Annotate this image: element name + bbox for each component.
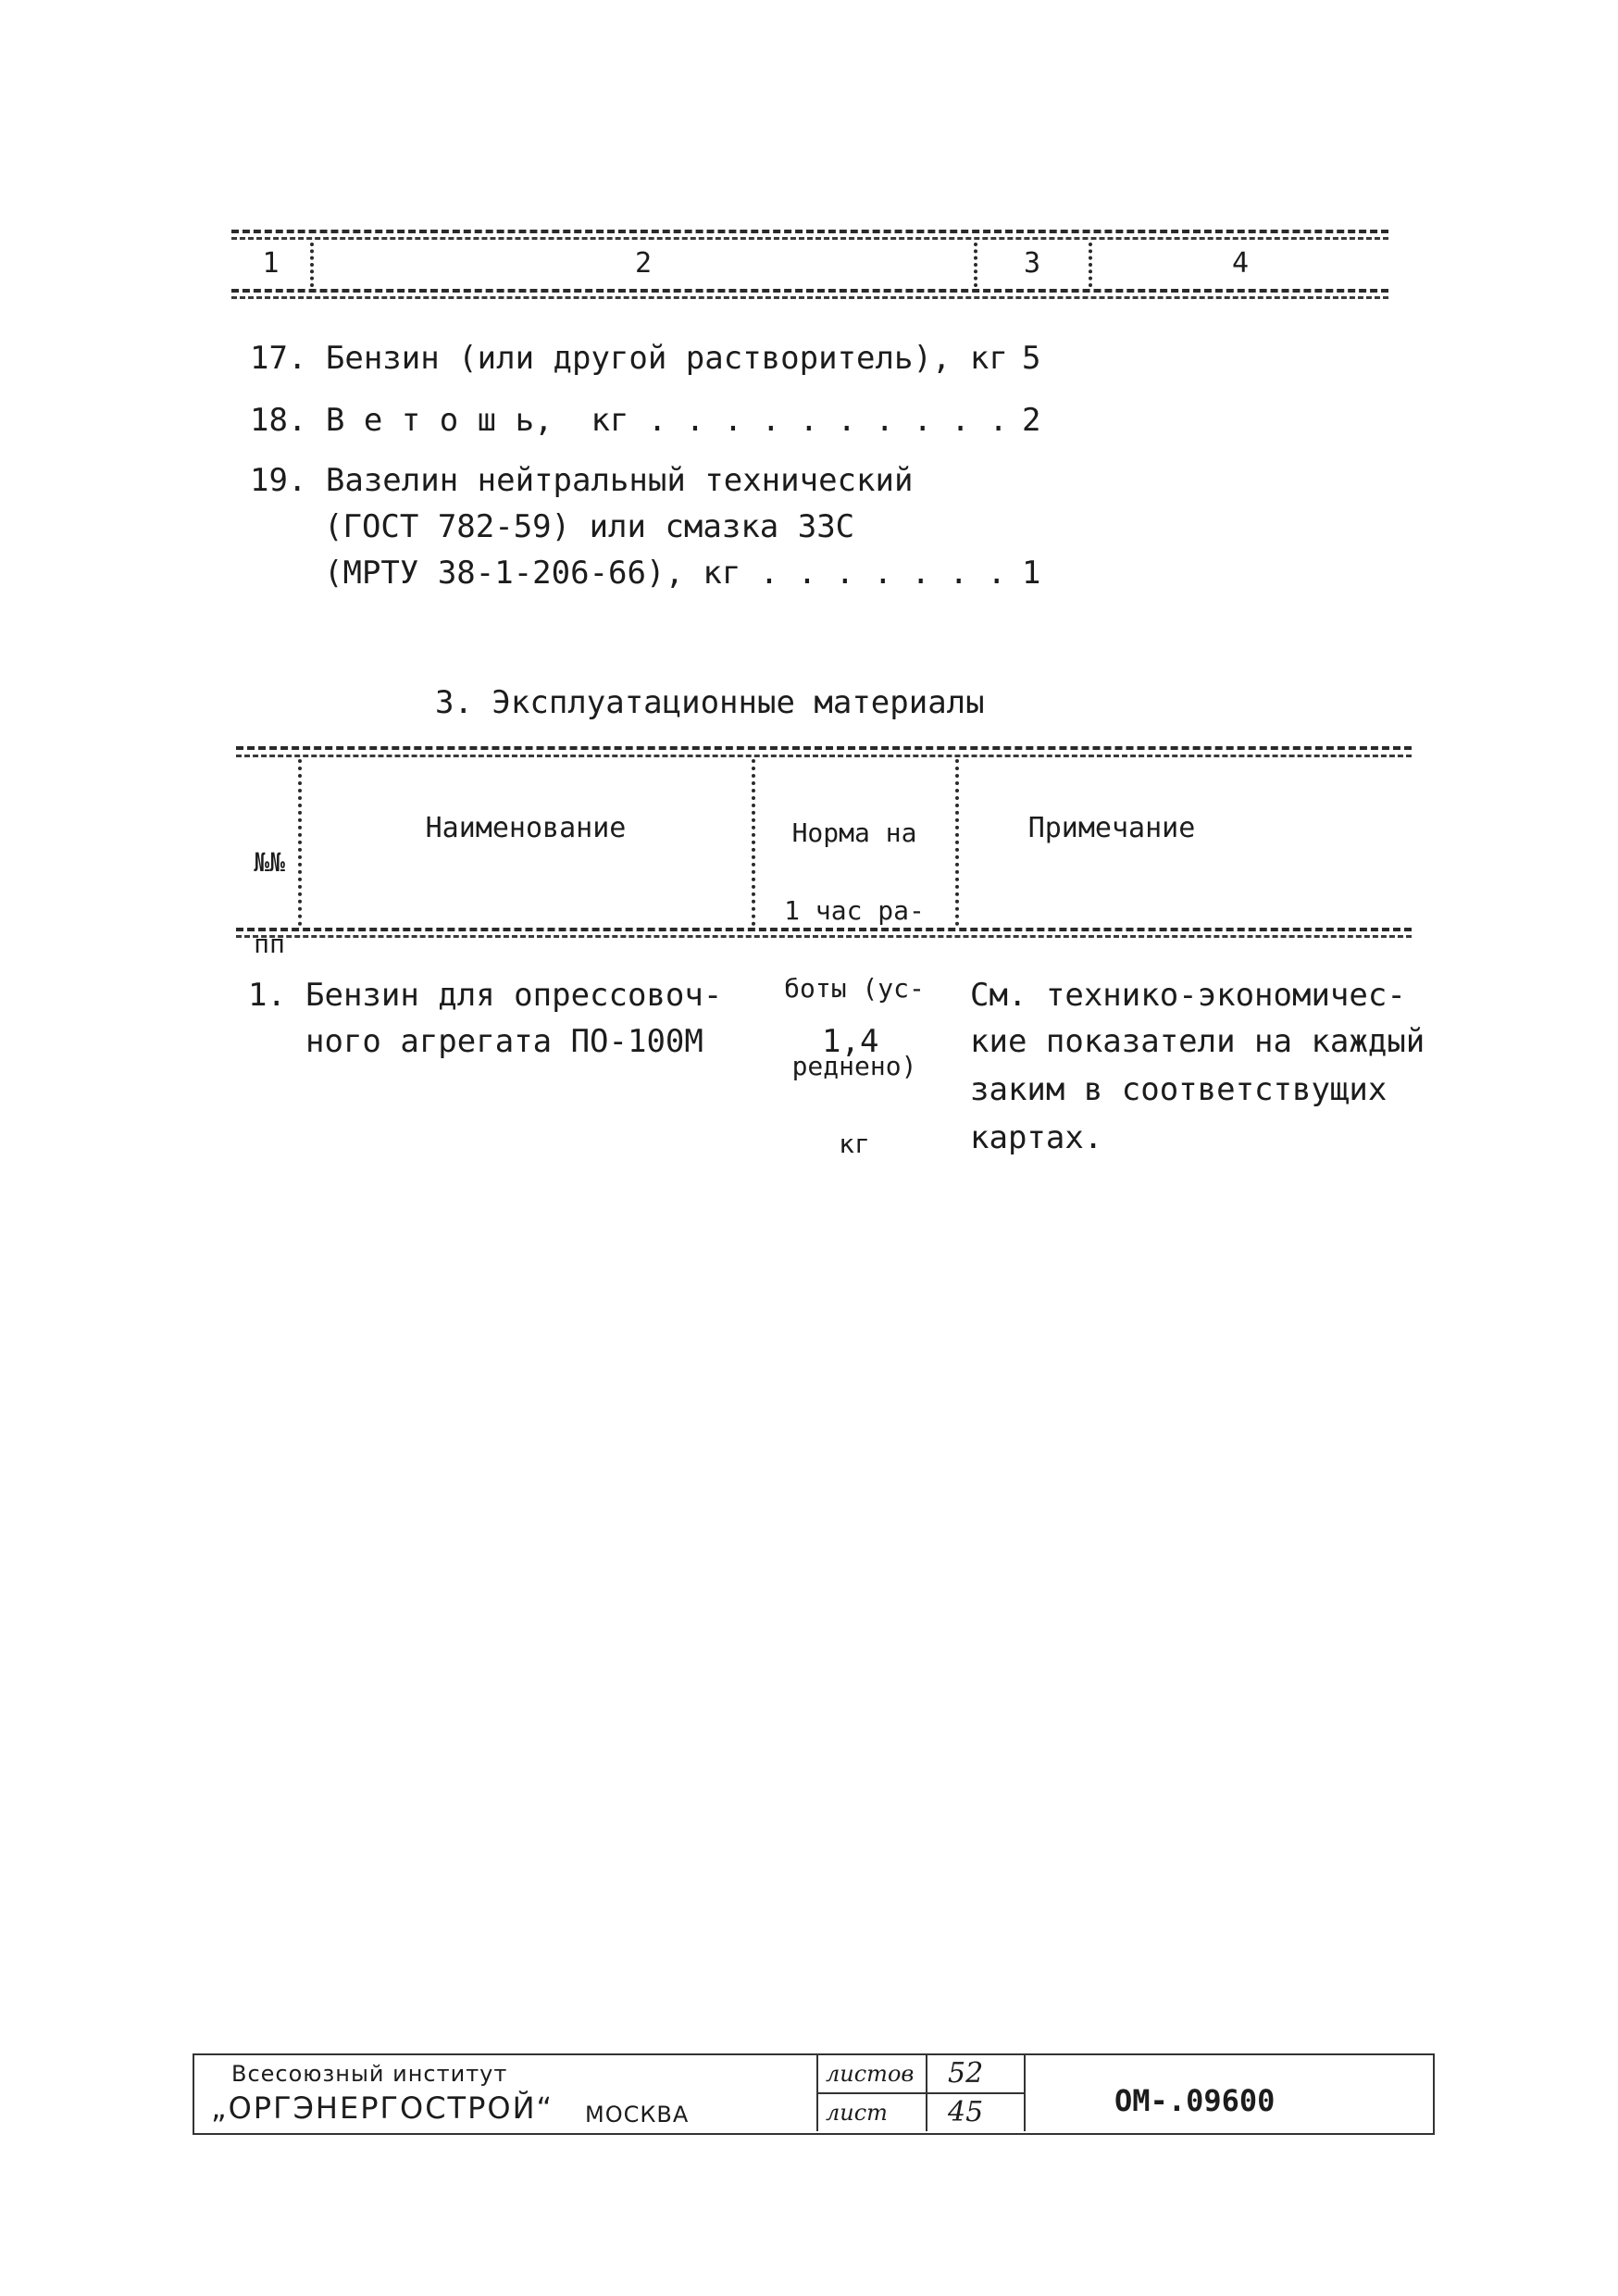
materials-header-norm-line1: Норма на <box>791 817 917 848</box>
materials-table-rule-bottom <box>236 928 1412 931</box>
stamp-doc-code: ОМ-.09600 <box>1114 2083 1276 2118</box>
top-col-header-3: 3 <box>1023 247 1041 280</box>
materials-row-1-note-line2: кие показатели на каждый <box>970 1023 1425 1060</box>
item-18-qty: 2 <box>1022 402 1041 439</box>
materials-col-divider-1 <box>298 759 302 926</box>
top-col-header-2: 2 <box>634 247 653 280</box>
item-19-text-line3: (МРТУ 38-1-206-66), кг . . . . . . . <box>324 555 1006 592</box>
materials-header-norm-line3: боты (ус- <box>784 973 925 1004</box>
section-title: 3. Эксплуатационные материалы <box>435 684 985 721</box>
materials-row-1-note-line4: картах. <box>970 1119 1103 1156</box>
materials-row-1-name-line2: ного агрегата ПО-100М <box>305 1023 703 1060</box>
materials-header-note: Примечание <box>1027 812 1196 844</box>
stamp-org-line1: Всесоюзный институт <box>231 2061 508 2087</box>
materials-table-rule-top-2 <box>236 755 1412 757</box>
materials-header-name: Наименование <box>425 812 627 844</box>
top-col-header-4: 4 <box>1231 247 1250 280</box>
item-17-text: 17. Бензин (или другой растворитель), кг <box>250 340 1008 377</box>
stamp-sheet-value: 45 <box>948 2096 984 2128</box>
top-table-rule-top <box>231 230 1388 233</box>
item-18-text: 18. В е т о ш ь, кг . . . . . . . . . . <box>250 402 1008 439</box>
materials-row-1-note-line3: заким в соответствущих <box>970 1071 1388 1108</box>
materials-row-1-num: 1. <box>248 977 286 1014</box>
item-17-qty: 5 <box>1022 340 1041 377</box>
materials-col-divider-3 <box>955 759 959 926</box>
top-col-divider-1 <box>310 243 314 287</box>
materials-header-norm-line2: 1 час ра- <box>784 895 925 926</box>
top-table-rule-bottom <box>231 289 1388 293</box>
item-19-text-line2: (ГОСТ 782-59) или смазка ЗЗС <box>324 508 855 545</box>
title-block-divider-3 <box>1024 2053 1026 2131</box>
stamp-org-line2: „ОРГЭНЕРГОСТРОЙ“ <box>211 2090 554 2126</box>
item-19-qty: 1 <box>1022 555 1041 592</box>
materials-row-1-note-line1: См. технико-экономичес- <box>970 977 1406 1014</box>
stamp-sheet-label: лист <box>826 2100 888 2126</box>
top-table-rule-top-2 <box>231 237 1388 240</box>
item-19-text-line1: 19. Вазелин нейтральный технический <box>250 462 914 499</box>
top-table-rule-bottom-2 <box>231 296 1388 299</box>
materials-header-norm-line4: редненo) <box>791 1051 917 1081</box>
materials-table-rule-top <box>236 746 1412 750</box>
materials-header-num <box>243 798 296 983</box>
materials-header-norm-line5: кг <box>839 1129 870 1159</box>
materials-header-num-line1: №№ <box>254 847 285 878</box>
stamp-sheets-value: 52 <box>948 2057 984 2090</box>
materials-header-norm <box>755 768 953 1183</box>
materials-row-1-norm: 1,4 <box>822 1023 879 1060</box>
stamp-sheets-label: листов <box>826 2061 915 2087</box>
stamp-city: МОСКВА <box>585 2102 690 2128</box>
materials-header-num-line2: пп <box>254 929 285 959</box>
title-block-mid-rule <box>816 2092 1024 2094</box>
materials-table-rule-bottom-2 <box>236 935 1412 938</box>
materials-row-1-name-line1: Бензин для опрессовоч- <box>305 977 723 1014</box>
top-col-header-1: 1 <box>262 247 280 280</box>
